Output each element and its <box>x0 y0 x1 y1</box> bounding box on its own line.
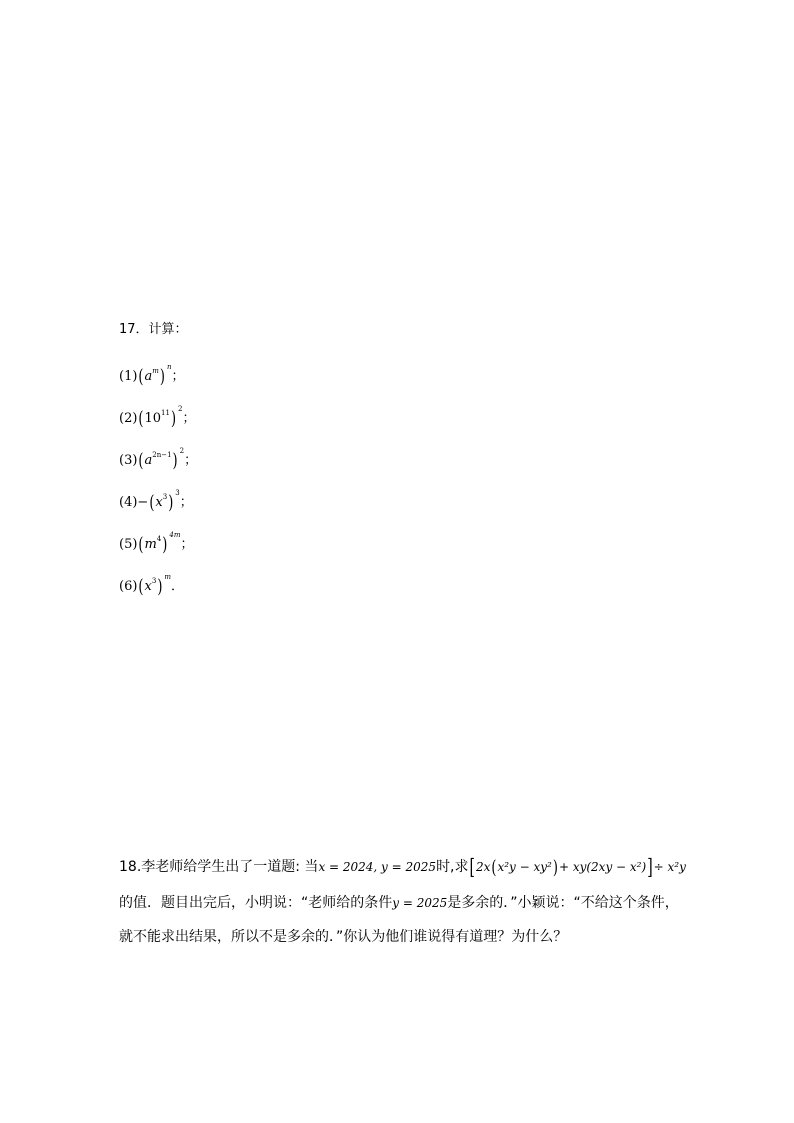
q18-expr-div: ÷ x²y <box>653 860 686 874</box>
q18-line2-b: 是多余的．”小颖说：“不给这个条件， <box>447 895 679 911</box>
q17-item-1: $(1)(a^m)$ $^n$； <box>119 363 185 389</box>
item-label: (1) <box>119 369 138 384</box>
q18-line-2 <box>119 888 699 918</box>
item-label: (3) <box>119 453 138 468</box>
item-outer-exp: n <box>166 363 172 371</box>
item-label: (2) <box>119 411 138 426</box>
q17-item-3: $(3)(a^{2n-1})$ $^2$； <box>119 447 198 473</box>
item-end: ； <box>182 411 196 426</box>
q18-line2-condition: y = 2025 <box>392 896 448 910</box>
item-outer-exp: 2 <box>178 405 183 413</box>
item-outer-exp: m <box>164 573 172 581</box>
item-label: (6) <box>119 579 138 594</box>
q17-item-6: $(6)(x^3)$ $^m$． <box>119 573 185 599</box>
q18-after-condition: 时,求 <box>436 859 469 875</box>
item-inner-exp: 2n−1 <box>152 451 172 459</box>
q17-item-2: $(2)(10^{11})$ $^2$； <box>119 405 196 431</box>
item-end: ； <box>184 453 198 468</box>
item-base: 10 <box>144 411 162 426</box>
q18-line-1: 18.李老师给学生出了一道题: 当x = 2024, y = 2025时,求[2x(x²y − xy²)+ xy(2xy − x²)]÷ x²y <box>119 855 686 881</box>
q17-item-5: $(5)(m^4)$ $^{4m}$； <box>119 531 194 557</box>
item-inner-exp: m <box>152 367 159 375</box>
item-end: ； <box>179 495 193 510</box>
item-end: ； <box>171 369 185 384</box>
item-base: x <box>144 579 152 594</box>
q18-expr-c: + xy(2xy − x²) <box>558 860 647 874</box>
item-prefix: − <box>137 495 149 510</box>
q18-expr-a: 2x <box>475 860 491 874</box>
item-base: a <box>144 369 153 384</box>
item-label: (5) <box>119 537 138 552</box>
item-base: m <box>144 537 157 552</box>
q18-line2-a: 的值．题目出完后，小明说：“老师给的条件 <box>119 895 393 911</box>
item-end: ． <box>171 579 185 594</box>
item-end: ； <box>180 537 194 552</box>
q17-item-4: $(4)-(x^3)$ $^3$； <box>119 489 193 515</box>
q18-lead: 18.李老师给学生出了一道题: 当 <box>119 859 319 875</box>
q18-condition: x = 2024, y = 2025 <box>318 860 437 874</box>
item-outer-exp: 2 <box>179 447 185 455</box>
q18-expr-b: x²y − xy² <box>497 860 552 874</box>
item-label: (4) <box>119 495 138 510</box>
q18-line-3: 就不能求出结果，所以不是多余的．”你认为他们谁说得有道理？为什么？ <box>119 929 568 945</box>
item-outer-exp: 4m <box>169 531 181 539</box>
item-inner-exp: 3 <box>151 577 157 585</box>
item-inner-exp: 3 <box>162 493 168 501</box>
item-inner-exp: 4 <box>156 535 162 543</box>
item-base: a <box>144 453 153 468</box>
item-base: x <box>155 495 163 510</box>
q17-heading: 17．计算： <box>119 322 188 337</box>
item-outer-exp: 3 <box>175 489 180 497</box>
item-inner-exp: 11 <box>161 409 170 417</box>
